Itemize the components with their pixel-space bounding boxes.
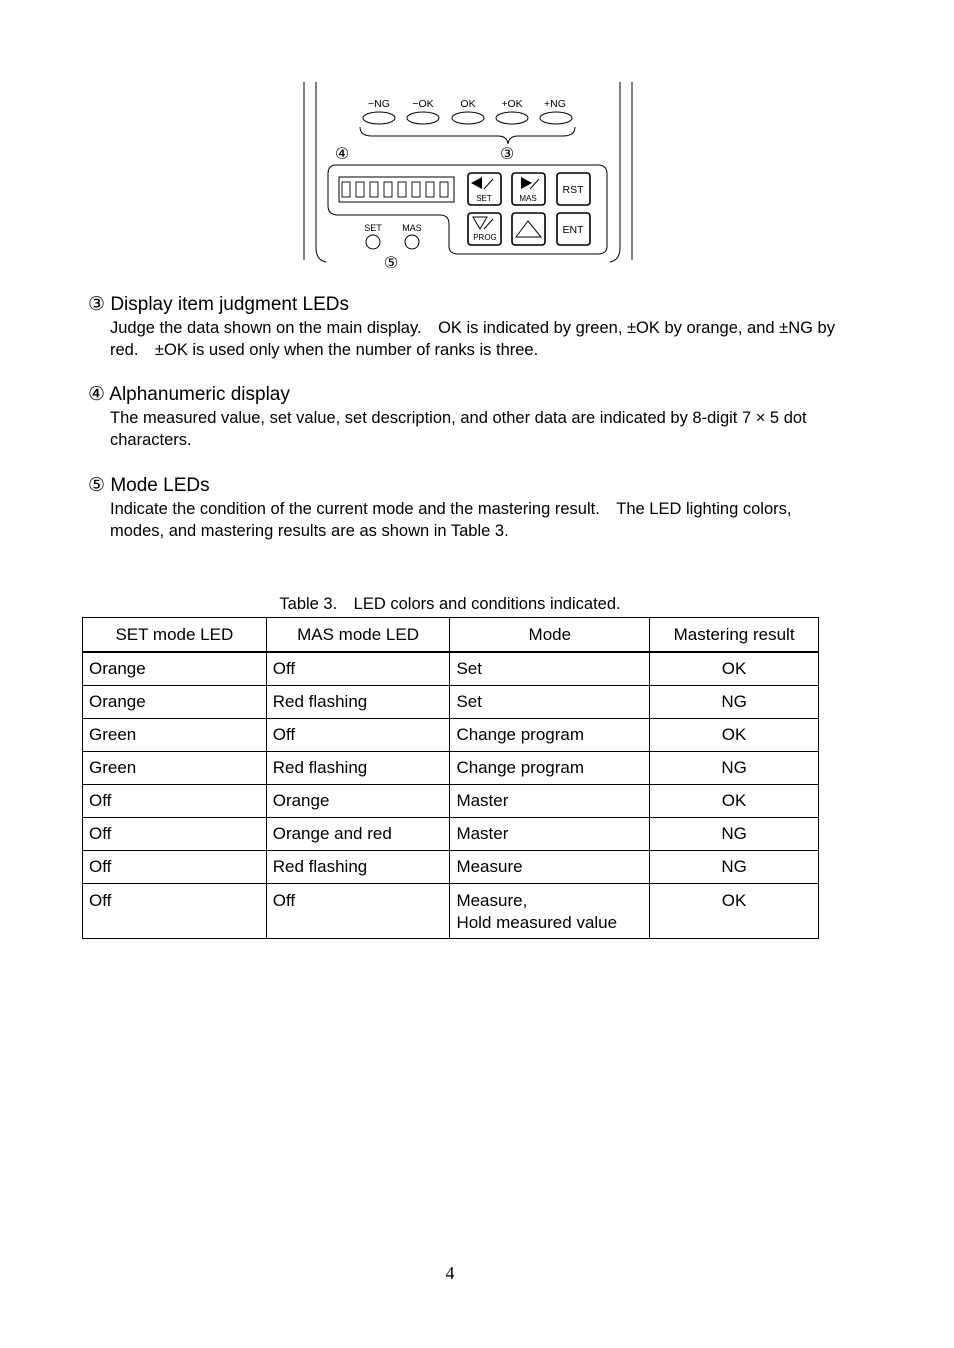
display-digit-8	[440, 182, 448, 197]
cell-result: NG	[650, 818, 819, 851]
cell-mode: Change program	[450, 719, 650, 752]
left-arrow-icon	[471, 177, 482, 189]
section-title	[88, 474, 848, 498]
panel-edge-right	[610, 82, 620, 262]
mode-led-set	[366, 235, 380, 249]
judgment-led-minus-ng	[363, 112, 395, 124]
led-label-plus-ok: +OK	[501, 98, 523, 110]
judgment-led-plus-ok	[496, 112, 528, 124]
led-group-brace	[360, 127, 575, 144]
cell-result: OK	[650, 652, 819, 686]
panel-edge-left	[316, 82, 326, 262]
section-heading: Mode LEDs	[110, 475, 210, 496]
cell-mas-led: Red flashing	[266, 752, 450, 785]
up-triangle-icon	[516, 221, 541, 237]
led-label-minus-ok: −OK	[412, 98, 434, 110]
header-mas-mode-led: MAS mode LED	[266, 618, 450, 653]
cell-mode	[450, 884, 650, 939]
callout-4: ④	[334, 144, 350, 163]
cell-mode: Master	[450, 785, 650, 818]
cell-set-led: Green	[83, 752, 267, 785]
display-digit-1	[342, 182, 350, 197]
section-number: ④	[88, 384, 106, 405]
ent-key[interactable]	[557, 213, 590, 245]
cell-result: NG	[650, 686, 819, 719]
cell-mode-line2: Hold measured value	[456, 913, 618, 932]
cell-mas-led: Red flashing	[266, 851, 450, 884]
cell-set-led: Off	[83, 785, 267, 818]
table-row	[83, 818, 819, 851]
cell-set-led: Off	[83, 818, 267, 851]
section-title	[88, 293, 848, 317]
table-header-row	[83, 618, 819, 653]
down-triangle-icon	[473, 217, 487, 229]
set-key-label: SET	[476, 194, 492, 203]
judgment-led-plus-ng	[540, 112, 572, 124]
rst-key-label: RST	[562, 184, 584, 196]
cell-mode: Set	[450, 652, 650, 686]
callout-5: ⑤	[383, 253, 399, 268]
cell-result: OK	[650, 884, 819, 939]
mode-led-mas	[405, 235, 419, 249]
display-digit-5	[398, 182, 406, 197]
prog-key-label: PROG	[473, 233, 497, 242]
led-conditions-table	[82, 617, 819, 939]
table-row	[83, 719, 819, 752]
page-number: 4	[445, 1263, 455, 1283]
up-key[interactable]	[512, 213, 545, 245]
section-heading: Display item judgment LEDs	[110, 294, 349, 315]
cell-set-led: Off	[83, 884, 267, 939]
header-mode: Mode	[450, 618, 650, 653]
led-label-minus-ng: −NG	[368, 98, 390, 110]
header-mastering-result: Mastering result	[650, 618, 819, 653]
front-panel-drawing	[300, 78, 636, 268]
display-digit-2	[356, 182, 364, 197]
mas-key[interactable]	[512, 173, 545, 205]
cell-mode: Change program	[450, 752, 650, 785]
table-row	[83, 652, 819, 686]
section-number: ③	[88, 294, 106, 315]
prog-key[interactable]	[468, 213, 501, 245]
cell-mas-led: Off	[266, 719, 450, 752]
display-digit-6	[412, 182, 420, 197]
display-digit-4	[384, 182, 392, 197]
led-label-ok: OK	[460, 98, 476, 110]
judgment-led-minus-ok	[407, 112, 439, 124]
table-row	[83, 752, 819, 785]
cell-result: OK	[650, 719, 819, 752]
section-body: The measured value, set value, set description, and other data are indicated by 8-digit 7 × 5 dot characters.	[110, 409, 807, 449]
section-body: Judge the data shown on the main display. OK is indicated by green, ±OK by orange, and ±NG by red. ±OK is used only when the number of ranks is three.	[110, 319, 835, 359]
mode-led-label-mas: MAS	[402, 223, 422, 233]
cell-set-led: Orange	[83, 652, 267, 686]
display-digit-7	[426, 182, 434, 197]
cell-result: OK	[650, 785, 819, 818]
cell-result: NG	[650, 752, 819, 785]
section-mode-leds	[88, 474, 848, 542]
display-digit-3	[370, 182, 378, 197]
cell-set-led: Green	[83, 719, 267, 752]
section-body: Indicate the condition of the current mode and the mastering result. The LED lighting colors, modes, and mastering results are as shown in Table 3.	[110, 500, 792, 540]
cell-set-led: Off	[83, 851, 267, 884]
set-key[interactable]	[468, 173, 501, 205]
cell-set-led: Orange	[83, 686, 267, 719]
right-arrow-icon	[521, 177, 532, 189]
judgment-led-ok	[452, 112, 484, 124]
cell-mode: Master	[450, 818, 650, 851]
section-alphanumeric-display	[88, 383, 848, 451]
cell-mode: Set	[450, 686, 650, 719]
led-label-plus-ng: +NG	[544, 98, 566, 110]
section-judgment-leds	[88, 293, 848, 361]
table-row	[83, 884, 819, 939]
cell-result: NG	[650, 851, 819, 884]
section-title	[88, 383, 848, 407]
table-row	[83, 686, 819, 719]
cell-mode: Measure	[450, 851, 650, 884]
cell-mas-led: Off	[266, 884, 450, 939]
table-caption: Table 3. LED colors and conditions indicated.	[279, 595, 621, 613]
mas-key-label: MAS	[519, 194, 537, 203]
front-panel-figure	[300, 78, 636, 268]
callout-3: ③	[499, 144, 515, 163]
table-row	[83, 851, 819, 884]
section-number: ⑤	[88, 475, 106, 496]
cell-mas-led: Off	[266, 652, 450, 686]
cell-mas-led: Orange	[266, 785, 450, 818]
section-heading: Alphanumeric display	[109, 384, 290, 405]
cell-mas-led: Orange and red	[266, 818, 450, 851]
cell-mas-led: Red flashing	[266, 686, 450, 719]
header-set-mode-led: SET mode LED	[83, 618, 267, 653]
table-row	[83, 785, 819, 818]
mode-led-label-set: SET	[364, 223, 382, 233]
rst-key[interactable]	[557, 173, 590, 205]
ent-key-label: ENT	[562, 224, 584, 236]
cell-mode-line1: Measure,	[456, 891, 528, 910]
